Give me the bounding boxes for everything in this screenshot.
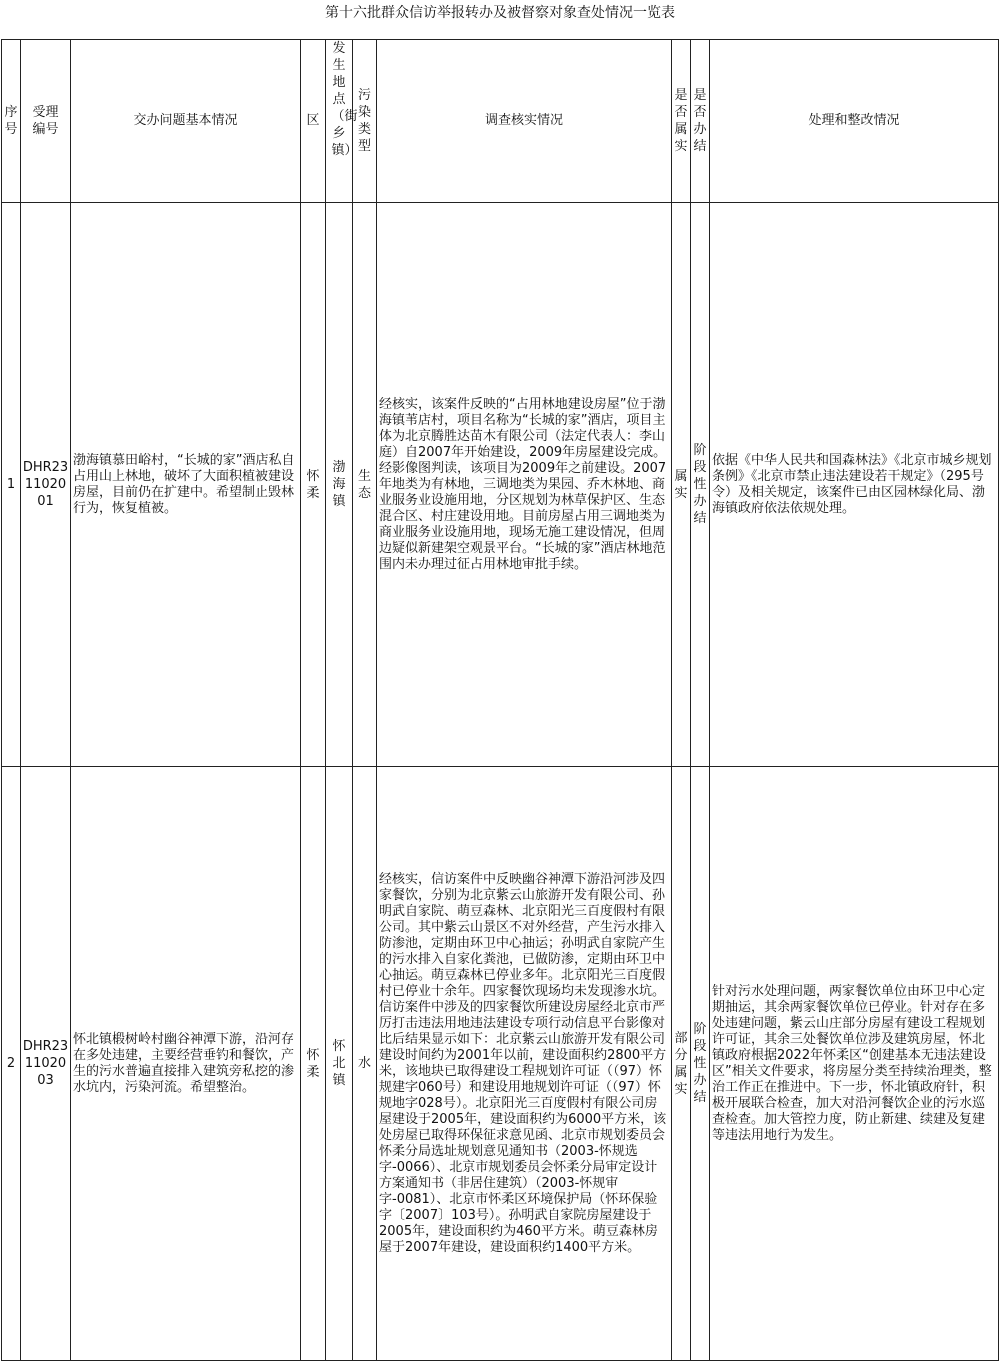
header-investigation: 调查核实情况: [377, 40, 672, 203]
row-location: 渤海镇: [326, 203, 353, 767]
header-issue: 交办问题基本情况: [71, 40, 301, 203]
row-issue: 渤海镇慕田峪村，“长城的家”酒店私自占用山上林地，破坏了大面积植被建设房屋，目前仍在扩建中。希望制止毁林行为，恢复植被。: [71, 203, 301, 767]
row-investigation: 经核实，该案件反映的“占用林地建设房屋”位于渤海镇苇店村，项目名称为“长城的家”酒店，项目主体为北京腾胜达苗木有限公司（法定代表人：李山庭）自2007年开始建设，2009年房屋建设完成。 经影像图判读，该项目为2009年之前建设。2007年地类为有林地，三调地类为果园、乔木林地、商业服务业设施用地，分区规划为林草保护区、生态混合区、村庄建设用地。目前房屋占用三调地类为商业服务业设施用地，现场无施工建设情况，但周边疑似新建架空观景平台。“长城的家”酒店林地范围内未办理过征占用林地审批手续。: [377, 203, 672, 767]
row-handling: 针对污水处理问题，两家餐饮单位由环卫中心定期抽运，其余两家餐饮单位已停业。针对存在多处违建问题，紫云山庄部分房屋有建设工程规划许可证，其余三处餐饮单位涉及建筑房屋，怀北镇政府根据2022年怀柔区“创建基本无违法建设区”相关文件要求，将房屋分类至持续治理类，整治工作正在推进中。下一步，怀北镇政府针，积极开展联合检查，加大对沿河餐饮企业的污水巡查检查。加大管控力度，防止新建、续建及复建等违法用地行为发生。: [710, 767, 999, 1361]
table-row: [2, 203, 999, 767]
row-seq: 2: [2, 767, 21, 1361]
row-location: 怀北镇: [326, 767, 353, 1361]
row-pollution-type: 生态: [353, 203, 377, 767]
row-pollution-type: 水: [353, 767, 377, 1361]
row-district: 怀柔: [301, 203, 326, 767]
row-investigation: 经核实，信访案件中反映幽谷神潭下游沿河涉及四家餐饮，分别为北京紫云山旅游开发有限公司、孙明武自家院、萌豆森林、北京阳光三百度假村有限公司。其中紫云山景区不对外经营，产生污水排入防渗池，定期由环卫中心抽运；孙明武自家院产生的污水排入自家化粪池，已做防渗，定期由环卫中心抽运。萌豆森林已停业多年。北京阳光三百度假村已停业十余年。四家餐饮现场均未发现渗水坑。 信访案件中涉及的四家餐饮所建设房屋经北京市严厉打击违法用地违法建设专项行动信息平台影像对比后结果显示如下：北京紫云山旅游开发有限公司建设时间约为2001年以前，建设面积约2800平方米，该地块已取得建设工程规划许可证（（97）怀规建字060号）和建设用地规划许可证（（97）怀规地字028号）。北京阳光三百度假村有限公司房屋建设于2005年，建设面积约为6000平方米，该处房屋已取得环保征求意见函、北京市规划委员会怀柔分局选址规划意见通知书（2003-怀规选字-0066）、北京市规划委员会怀柔分局审定设计方案通知书（非居住建筑）（2003-怀规审字-0081）、北京市怀柔区环境保护局（怀环保验字〔2007〕103号）。孙明武自家院房屋建设于2005年，建设面积约为460平方米。萌豆森林房屋于2007年建设，建设面积约1400平方米。: [377, 767, 672, 1361]
header-seq: 序号: [2, 40, 21, 203]
header-district: 区: [301, 40, 326, 203]
header-pollution-type: 污染类型: [353, 40, 377, 203]
row-receipt-no: DHR231102003: [21, 767, 71, 1361]
case-table: [1, 39, 999, 1361]
header-location: 发生地点（街乡镇）: [326, 40, 353, 203]
row-is-closed: 阶段性办结: [691, 767, 710, 1361]
header-receipt-no: 受理编号: [21, 40, 71, 203]
row-receipt-no: DHR231102001: [21, 203, 71, 767]
row-district: 怀柔: [301, 767, 326, 1361]
table-row: [2, 767, 999, 1361]
row-is-true: 属实: [672, 203, 691, 767]
header-handling: 处理和整改情况: [710, 40, 999, 203]
row-is-true: 部分属实: [672, 767, 691, 1361]
header-is-true: 是否属实: [672, 40, 691, 203]
row-handling: 依据《中华人民共和国森林法》《北京市城乡规划条例》《北京市禁止违法建设若干规定》（295号令）及相关规定，该案件已由区园林绿化局、渤海镇政府依法依规处理。: [710, 203, 999, 767]
page-title: 第十六批群众信访举报转办及被督察对象查处情况一览表: [325, 5, 675, 21]
header-is-closed: 是否办结: [691, 40, 710, 203]
row-is-closed: 阶段性办结: [691, 203, 710, 767]
row-issue: 怀北镇椴树岭村幽谷神潭下游，沿河存在多处违建，主要经营垂钓和餐饮，产生的污水普遍直接排入建筑旁私挖的渗水坑内，污染河流。希望整治。: [71, 767, 301, 1361]
header-row: [2, 40, 999, 203]
row-seq: 1: [2, 203, 21, 767]
